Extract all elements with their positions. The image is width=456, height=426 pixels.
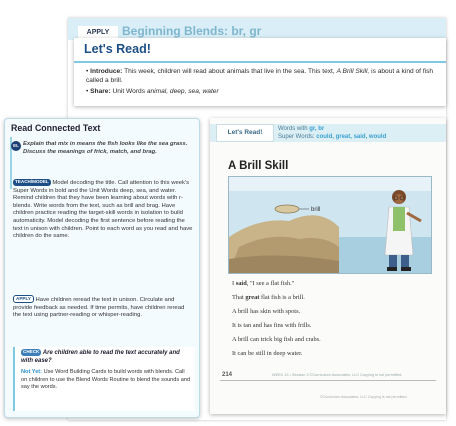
student-page [210, 118, 446, 414]
apply-paragraph: APPLY Have children reread the text in unison. Circulate and provide feedback as needed. If time permits, have children reread the text using partner-reading or whisper-reading. [13, 296, 185, 319]
teach-model-pill: TEACH/MODEL [15, 179, 49, 184]
footer-divider [220, 380, 436, 381]
brill-label: brill [311, 207, 321, 213]
share-bullet: • Share: Unit Words animal, deep, sea, water [86, 88, 219, 95]
story-title: A Brill Skill [228, 160, 289, 172]
lets-read-tab: Let's Read! [216, 124, 274, 142]
words-with-line: Words with gr, br [278, 126, 325, 132]
introduce-bullet: • Introduce: This week, children will read about animals that live in the sea. This text, A Brill Skill, is about a kind of fish called a brill. [86, 68, 434, 84]
check-pill: CHECK [23, 349, 40, 354]
check-question: CHECK Are children able to read the text accurately and with ease? [21, 349, 180, 364]
read-connected-text-panel [4, 118, 200, 418]
not-yet-note: Not Yet: Use Word Building Cards to build words with blends. Call on children to use the Blend Words Routine to blend the sounds and say the words. [21, 369, 191, 390]
story-line-4: It is tan and has fins with frills. [232, 322, 312, 329]
el-note: Explain that mix in means the fish looks like the sea grass. Discuss the meanings of frick, match, and brag. [23, 141, 188, 155]
el-badge-icon: EL [11, 141, 21, 151]
sea-scene-illustration [229, 177, 431, 273]
lets-read-card [74, 38, 446, 106]
copyright-note: ©Curriculum Associates, LLC Copying is not permitted. [320, 395, 408, 399]
check-box [13, 347, 195, 411]
panel-title: Read Connected Text [11, 123, 101, 133]
apply-tab: APPLY [78, 26, 118, 40]
teach-model-paragraph: TEACH/MODEL Model decoding the title. Call attention to this week's Super Words in bold and the Unit Words deep, sea, and water. Remind children that they have been learning about words with r-blends. Write words from the text, such as brill and brag. Have children practice reading the target-skill words in isolation to build automaticity. Model decoding the first sentence before reading the text in unison with children. Point to each word as you read and have children do the same. [13, 179, 193, 240]
page-footnote: WEEK 13 • Session 3 ©Curriculum Associates, LLC Copying is not permitted. [272, 373, 403, 377]
apply-pill: APPLY [13, 295, 34, 303]
lets-read-divider [74, 61, 446, 63]
page-number: 214 [222, 372, 233, 378]
story-line-3: A brill has skin with spots. [232, 308, 301, 315]
super-words-line: Super Words: could, great, said, would [278, 134, 387, 140]
story-line-2: That great flat fish is a brill. [232, 294, 305, 301]
lesson-heading: Beginning Blends: br, gr [122, 24, 262, 38]
story-line-6: It can be still in deep water. [232, 350, 303, 357]
story-illustration [228, 176, 432, 274]
lets-read-title: Let's Read! [84, 42, 151, 56]
story-line-5: A brill can trick big fish and crabs. [232, 336, 321, 343]
story-line-1: I said, "I see a flat fish." [232, 280, 295, 287]
